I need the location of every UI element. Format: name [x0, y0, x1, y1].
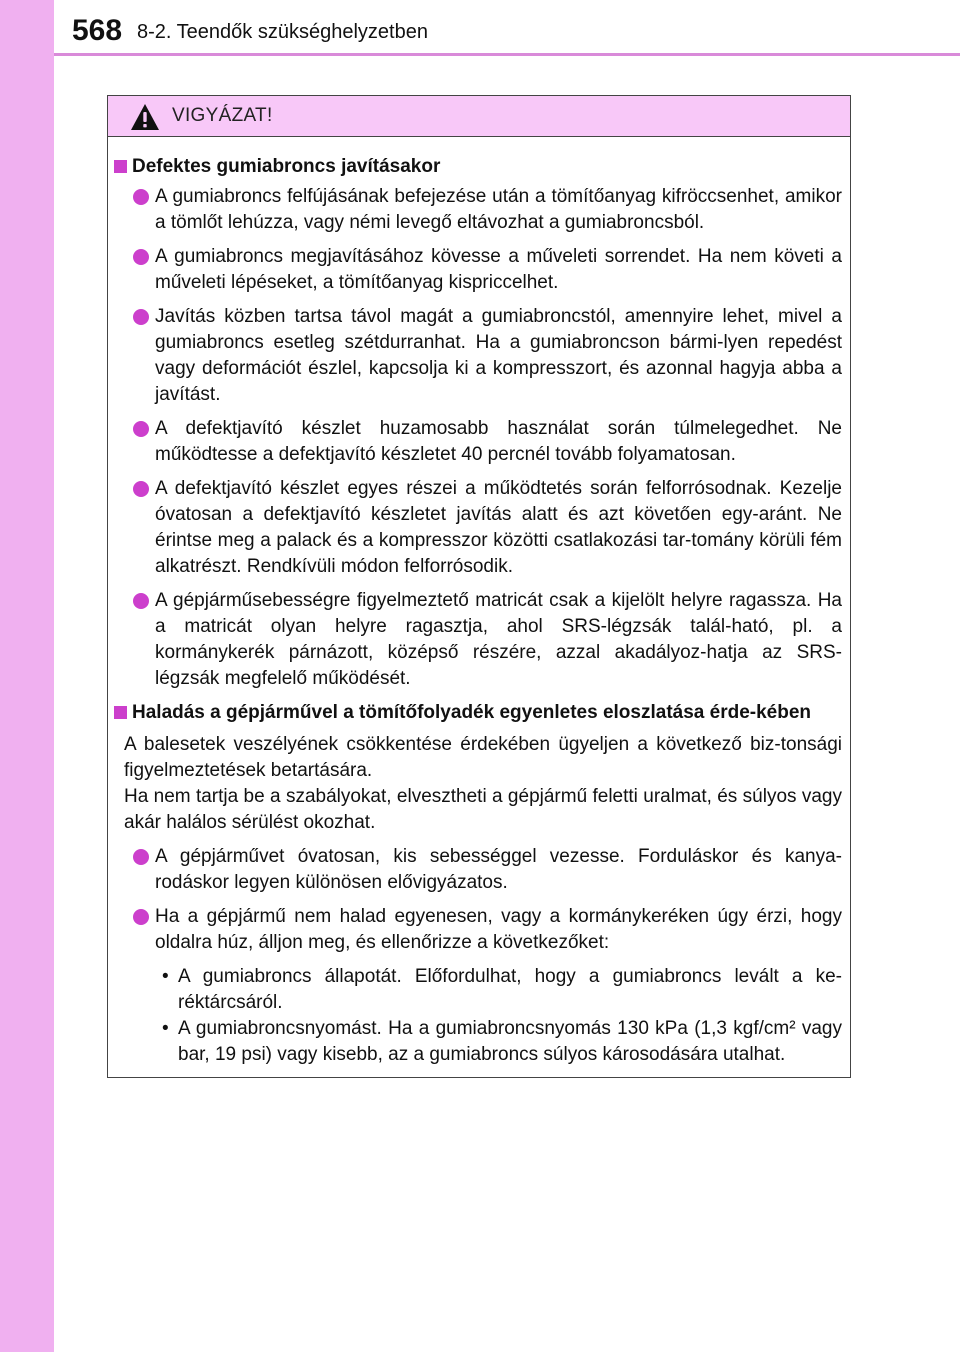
- section-heading-row: [114, 700, 842, 726]
- list-item-text: A gépjárműsebességre figyelmeztető matricát csak a kijelölt helyre ragassza. Ha a matricát olyan helyre ragasztja, ahol SRS-légzsák talál-ható, pl. a kormánykerék párnázott, középső részére, azzal akadályoz-hatja az SRS-légzsák megfelelő működését.: [155, 590, 842, 689]
- circle-bullet-icon: [133, 909, 149, 925]
- warning-content: [108, 137, 850, 1068]
- sub-list-item-text: A gumiabroncsnyomást. Ha a gumiabroncsnyomás 130 kPa (1,3 kgf/cm² vagy bar, 19 psi) vagy kisebb, az a gumiabroncs súlyos károsodására utalhat.: [178, 1018, 842, 1065]
- list-item-text: A gumiabroncs felfújásának befejezése után a tömítőanyag kifröccsenhet, amikor a tömlőt lehúzza, vagy némi levegő eltávozhat a gumiabroncsból.: [155, 186, 842, 233]
- circle-bullet-icon: [133, 309, 149, 325]
- circle-bullet-icon: [133, 481, 149, 497]
- circle-bullet-icon: [133, 849, 149, 865]
- list-item: [114, 476, 842, 580]
- section-title: 8-2. Teendők szükséghelyzetben: [137, 21, 428, 43]
- list-item-text: Javítás közben tartsa távol magát a gumiabroncstól, amennyire lehet, mivel a gumiabroncs esetleg szétdurranhat. Ha a gumiabroncson bármi-lyen repedést vagy deformációt észlel, kapcsolja ki a kompresszort, és azonnal hagyja abba a javítást.: [155, 306, 842, 405]
- list-item: [114, 304, 842, 408]
- paragraph: Ha nem tartja be a szabályokat, elvesztheti a gépjármű feletti uralmat, és súlyos vagy akár halálos sérülést okozhat.: [124, 786, 842, 833]
- warning-box: [107, 95, 851, 1078]
- paragraph: A balesetek veszélyének csökkentése érdekében ügyeljen a következő biz-tonsági figyelmeztetések betartására.: [124, 734, 842, 781]
- list-item: [114, 184, 842, 236]
- list-item-text: A defektjavító készlet egyes részei a működtetés során felforrósodnak. Kezelje óvatosan a defektjavító készletet javítás alatt és azt követően egy-aránt. Ne érintse meg a palack és a kompresszor közötti csatlakozási tar-tomány körüli fém alkatrészt. Rendkívüli módon felforrósodik.: [155, 478, 842, 577]
- section-heading-row: [114, 154, 842, 180]
- page-number: 568: [72, 14, 123, 47]
- section-heading: Haladás a gépjárművel a tömítőfolyadék egyenletes eloszlatása érde-kében: [132, 702, 811, 723]
- side-color-band: [0, 0, 54, 1352]
- list-item-text: A defektjavító készlet huzamosabb használat során túlmelegedhet. Ne működtesse a defektjavító készletet 40 percnél tovább folyamatosan.: [155, 418, 842, 465]
- list-item: [114, 588, 842, 692]
- sub-bullet-mark: •: [162, 1018, 169, 1039]
- list-item-text: A gépjárművet óvatosan, kis sebességgel vezesse. Forduláskor és kanya-rodáskor legyen különösen elővigyázatos.: [155, 846, 842, 893]
- list-item: [114, 904, 842, 956]
- warning-header: [108, 96, 850, 137]
- sub-list-item: [114, 1016, 842, 1068]
- sub-list-item: [114, 964, 842, 1016]
- list-item: [114, 844, 842, 896]
- section-heading: Defektes gumiabroncs javításakor: [132, 156, 441, 177]
- square-bullet-icon: [114, 706, 127, 719]
- sub-list-item-text: A gumiabroncs állapotát. Előfordulhat, hogy a gumiabroncs levált a ke-réktárcsáról.: [178, 966, 842, 1013]
- circle-bullet-icon: [133, 593, 149, 609]
- header-rule: [54, 53, 960, 56]
- list-item: [114, 244, 842, 296]
- list-item: [114, 416, 842, 468]
- list-item-text: A gumiabroncs megjavításához kövesse a műveleti sorrendet. Ha nem követi a műveleti lépéseket, a tömítőanyag kispriccelhet.: [155, 246, 842, 293]
- circle-bullet-icon: [133, 189, 149, 205]
- circle-bullet-icon: [133, 421, 149, 437]
- list-item-text: Ha a gépjármű nem halad egyenesen, vagy a kormánykeréken úgy érzi, hogy oldalra húz, álljon meg, és ellenőrizze a következőket:: [155, 906, 842, 953]
- warning-triangle-icon: [130, 103, 160, 131]
- square-bullet-icon: [114, 160, 127, 173]
- sub-bullet-mark: •: [162, 966, 169, 987]
- warning-label: VIGYÁZAT!: [172, 105, 273, 126]
- circle-bullet-icon: [133, 249, 149, 265]
